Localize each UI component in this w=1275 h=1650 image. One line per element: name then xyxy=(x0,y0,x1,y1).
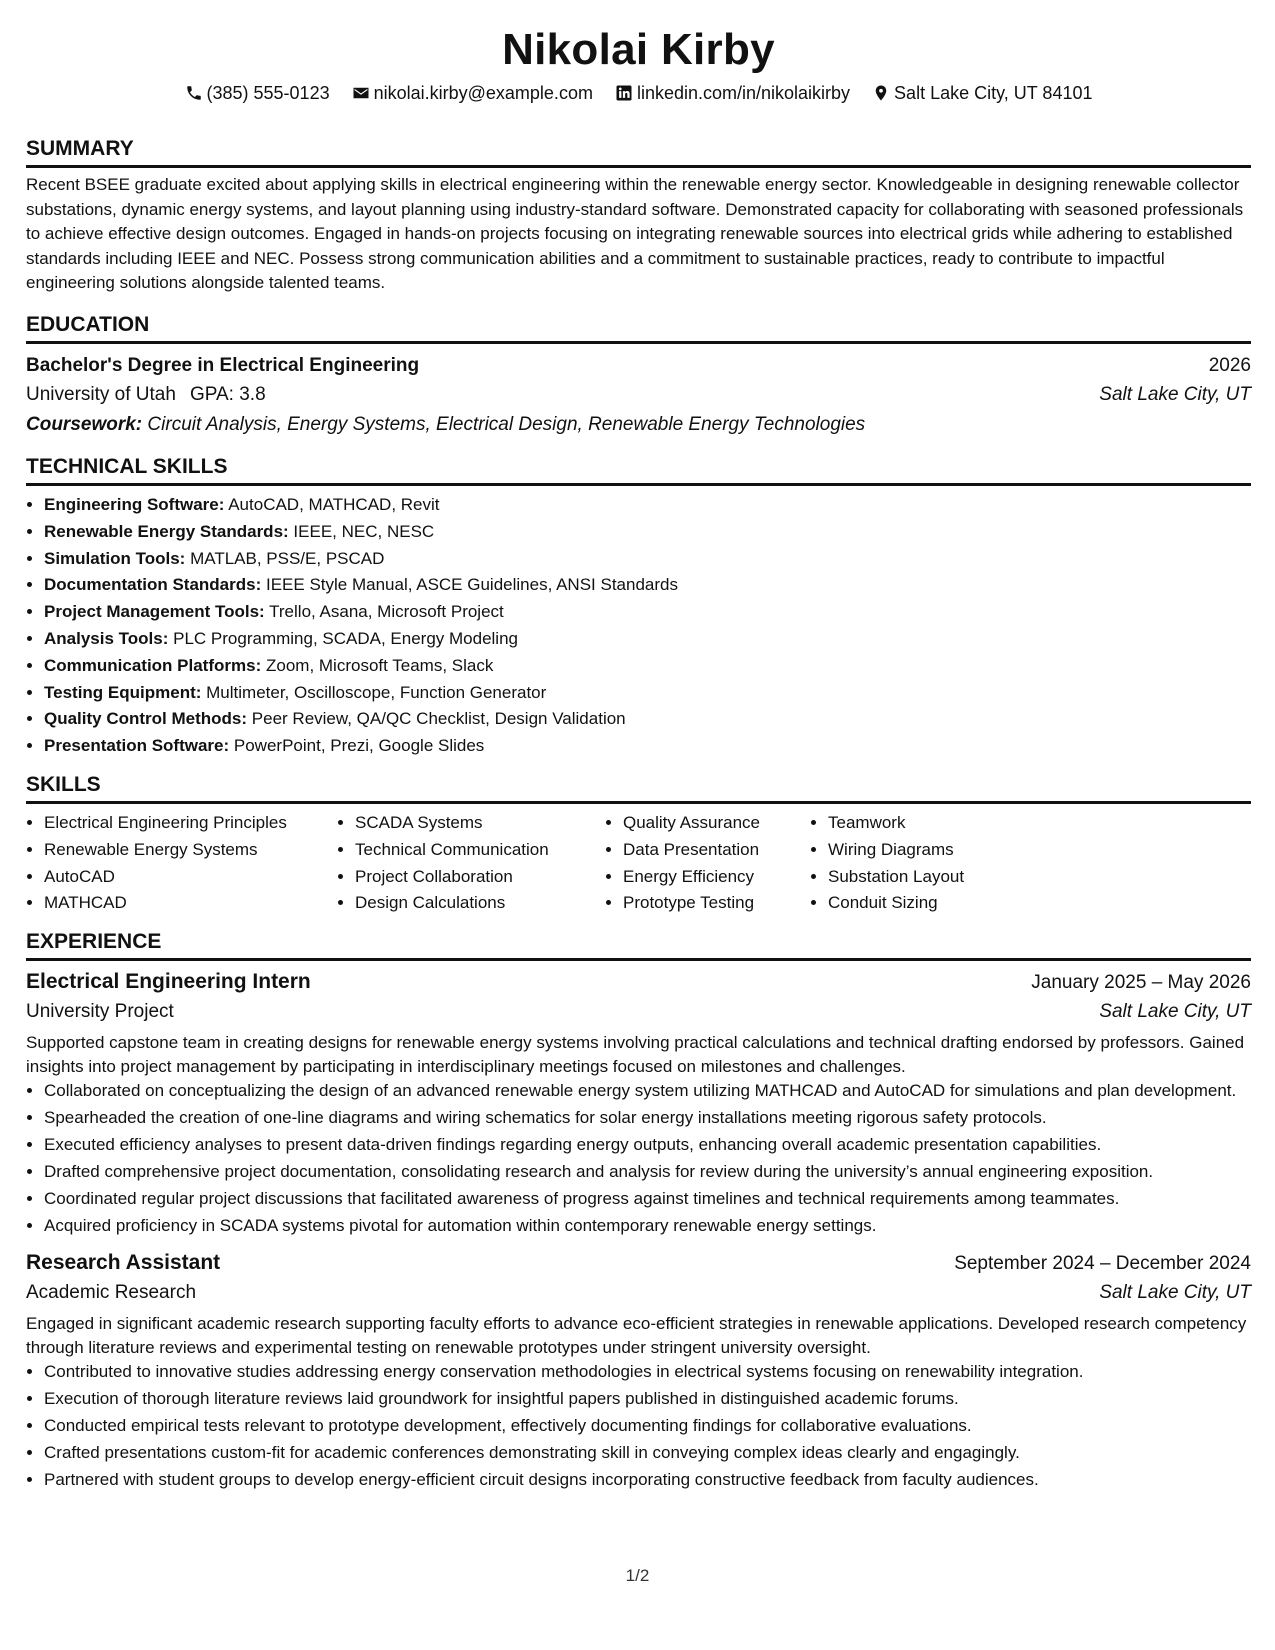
skills-column xyxy=(605,810,810,917)
contact-linkedin-text: linkedin.com/in/nikolaikirby xyxy=(636,82,851,103)
list-item: • Execution of thorough literature reviews laid groundwork for insightful papers published in distinguished academic forums. xyxy=(44,1387,1251,1411)
contact-email-text: nikolai.kirby@example.com xyxy=(373,82,593,103)
envelope-icon xyxy=(352,84,370,102)
contact-linkedin[interactable] xyxy=(615,83,850,104)
job-org-row xyxy=(26,1278,1251,1308)
list-item: • Communication Platforms: Zoom, Microsoft Teams, Slack xyxy=(44,653,1251,680)
list-item: • Analysis Tools: PLC Programming, SCADA, Energy Modeling xyxy=(44,626,1251,653)
list-item: • Teamwork xyxy=(828,810,1088,837)
list-item: • Substation Layout xyxy=(828,864,1088,891)
list-item: • Coordinated regular project discussions that facilitated awareness of progress against timelines and technical requirements among teammates. xyxy=(44,1187,1251,1211)
list-item: • Presentation Software: PowerPoint, Prezi, Google Slides xyxy=(44,733,1251,760)
page-indicator: 1/2 xyxy=(625,1566,650,1585)
job-description: Engaged in significant academic research supporting faculty efforts to advance eco-efficient strategies in renewable applications. Developed research competency through literature reviews and experimental testing on renewable prototypes under stringent university oversight. xyxy=(26,1314,1247,1358)
list-item: • Conduit Sizing xyxy=(828,890,1088,917)
list-item: • Project Collaboration xyxy=(355,864,605,891)
job-dates: January 2025 – May 2026 xyxy=(1031,972,1251,994)
list-item: • Design Calculations xyxy=(355,890,605,917)
education-degree-row xyxy=(26,352,1251,380)
job-org: University Project xyxy=(26,1001,174,1023)
candidate-name: Nikolai Kirby xyxy=(502,25,775,74)
education-degree: Bachelor's Degree in Electrical Engineering xyxy=(26,354,420,376)
contact-bar xyxy=(26,80,1251,106)
list-item: • Conducted empirical tests relevant to prototype development, effectively documenting findings for collaborative evaluations. xyxy=(44,1414,1251,1438)
job-location: Salt Lake City, UT xyxy=(1099,1282,1251,1304)
contact-email[interactable] xyxy=(352,83,593,104)
job-entry xyxy=(26,1248,1251,1492)
job-title-row xyxy=(26,967,1251,997)
education-location: Salt Lake City, UT xyxy=(1099,383,1251,405)
education-gpa: GPA: 3.8 xyxy=(189,383,266,405)
list-item: • Testing Equipment: Multimeter, Oscilloscope, Function Generator xyxy=(44,680,1251,707)
linkedin-icon xyxy=(615,84,633,102)
list-item: • SCADA Systems xyxy=(355,810,605,837)
summary-heading: SUMMARY xyxy=(26,136,1251,168)
map-marker-icon xyxy=(872,84,890,102)
list-item: • Prototype Testing xyxy=(623,890,810,917)
education-school-row xyxy=(26,380,1251,410)
skills-column xyxy=(810,810,1088,917)
job-title-row xyxy=(26,1248,1251,1278)
job-org-row xyxy=(26,997,1251,1027)
list-item: • AutoCAD xyxy=(44,864,337,891)
job-location: Salt Lake City, UT xyxy=(1099,1001,1251,1023)
contact-phone-text: (385) 555-0123 xyxy=(206,82,330,103)
list-item: • Renewable Energy Standards: IEEE, NEC, NESC xyxy=(44,519,1251,546)
job-description: Supported capstone team in creating designs for renewable energy systems involving practical calculations and technical drafting endorsed by professors. Gained insights into project management by participating in interdisciplinary meetings focused on milestones and challenges. xyxy=(26,1033,1245,1077)
list-item: • Electrical Engineering Principles xyxy=(44,810,337,837)
education-school: University of Utah xyxy=(26,383,176,405)
list-item: • Executed efficiency analyses to present data-driven findings regarding energy outputs, enhancing overall academic presentation capabilities. xyxy=(44,1133,1251,1157)
education-coursework xyxy=(26,410,1251,440)
list-item: • Simulation Tools: MATLAB, PSS/E, PSCAD xyxy=(44,546,1251,573)
coursework-label: Coursework: xyxy=(26,413,143,435)
list-item: • Drafted comprehensive project documentation, consolidating research and analysis for review during the university’s annual engineering exposition. xyxy=(44,1160,1251,1184)
skills-heading: SKILLS xyxy=(26,772,1251,804)
list-item: • Collaborated on conceptualizing the design of an advanced renewable energy system utilizing MATHCAD and AutoCAD for simulations and plan development. xyxy=(44,1079,1251,1103)
skills-column xyxy=(26,810,337,917)
job-title: Electrical Engineering Intern xyxy=(26,970,311,994)
contact-location xyxy=(872,83,1092,104)
job-entry xyxy=(26,967,1251,1238)
list-item: • Data Presentation xyxy=(623,837,810,864)
list-item: • Project Management Tools: Trello, Asana, Microsoft Project xyxy=(44,599,1251,626)
contact-phone[interactable] xyxy=(185,83,330,104)
technical-skills-list xyxy=(26,492,1251,760)
list-item: • Technical Communication xyxy=(355,837,605,864)
list-item: • Contributed to innovative studies addressing energy conservation methodologies in electrical systems focusing on renewability integration. xyxy=(44,1360,1251,1384)
list-item: • Documentation Standards: IEEE Style Manual, ASCE Guidelines, ANSI Standards xyxy=(44,572,1251,599)
education-heading: EDUCATION xyxy=(26,312,1251,344)
list-item: • Quality Control Methods: Peer Review, QA/QC Checklist, Design Validation xyxy=(44,706,1251,733)
list-item: • Renewable Energy Systems xyxy=(44,837,337,864)
list-item: • Crafted presentations custom-fit for academic conferences demonstrating skill in conveying complex ideas clearly and engagingly. xyxy=(44,1441,1251,1465)
education-date: 2026 xyxy=(1208,354,1251,376)
list-item: • Engineering Software: AutoCAD, MATHCAD, Revit xyxy=(44,492,1251,519)
job-dates: September 2024 – December 2024 xyxy=(954,1253,1251,1275)
job-title: Research Assistant xyxy=(26,1251,221,1275)
skills-grid xyxy=(26,810,1251,917)
list-item: • Partnered with student groups to develop energy-efficient circuit designs incorporating constructive feedback from faculty audiences. xyxy=(44,1468,1251,1492)
list-item: • Quality Assurance xyxy=(623,810,810,837)
job-bullets xyxy=(26,1360,1251,1492)
list-item: • MATHCAD xyxy=(44,890,337,917)
technical-skills-heading: TECHNICAL SKILLS xyxy=(26,454,1251,486)
coursework-list: Circuit Analysis, Energy Systems, Electrical Design, Renewable Energy Technologies xyxy=(147,413,866,435)
job-bullets xyxy=(26,1079,1251,1238)
skills-column xyxy=(337,810,605,917)
phone-icon xyxy=(185,84,203,102)
job-org: Academic Research xyxy=(26,1282,197,1304)
resume-page xyxy=(26,0,1251,1495)
contact-location-text: Salt Lake City, UT 84101 xyxy=(894,82,1093,103)
list-item: • Energy Efficiency xyxy=(623,864,810,891)
list-item: • Acquired proficiency in SCADA systems pivotal for automation within contemporary renewable energy settings. xyxy=(44,1214,1251,1238)
list-item: • Wiring Diagrams xyxy=(828,837,1088,864)
list-item: • Spearheaded the creation of one-line diagrams and wiring schematics for solar energy installations meeting rigorous safety protocols. xyxy=(44,1106,1251,1130)
summary-text: Recent BSEE graduate excited about applying skills in electrical engineering within the renewable energy sector. Knowledgeable in designing renewable collector substations, dynamic energy systems, and layout planning using industry-standard software. Demonstrated capacity for collaborating with seasoned professionals to achieve effective design outcomes. Engaged in hands-on projects focusing on integrating renewable sources into electrical grids while adhering to established standards including IEEE and NEC. Possess strong communication abilities and a commitment to sustainable practices, ready to contribute to impactful engineering solutions alongside talented teams. xyxy=(26,175,1244,293)
experience-heading: EXPERIENCE xyxy=(26,929,1251,961)
